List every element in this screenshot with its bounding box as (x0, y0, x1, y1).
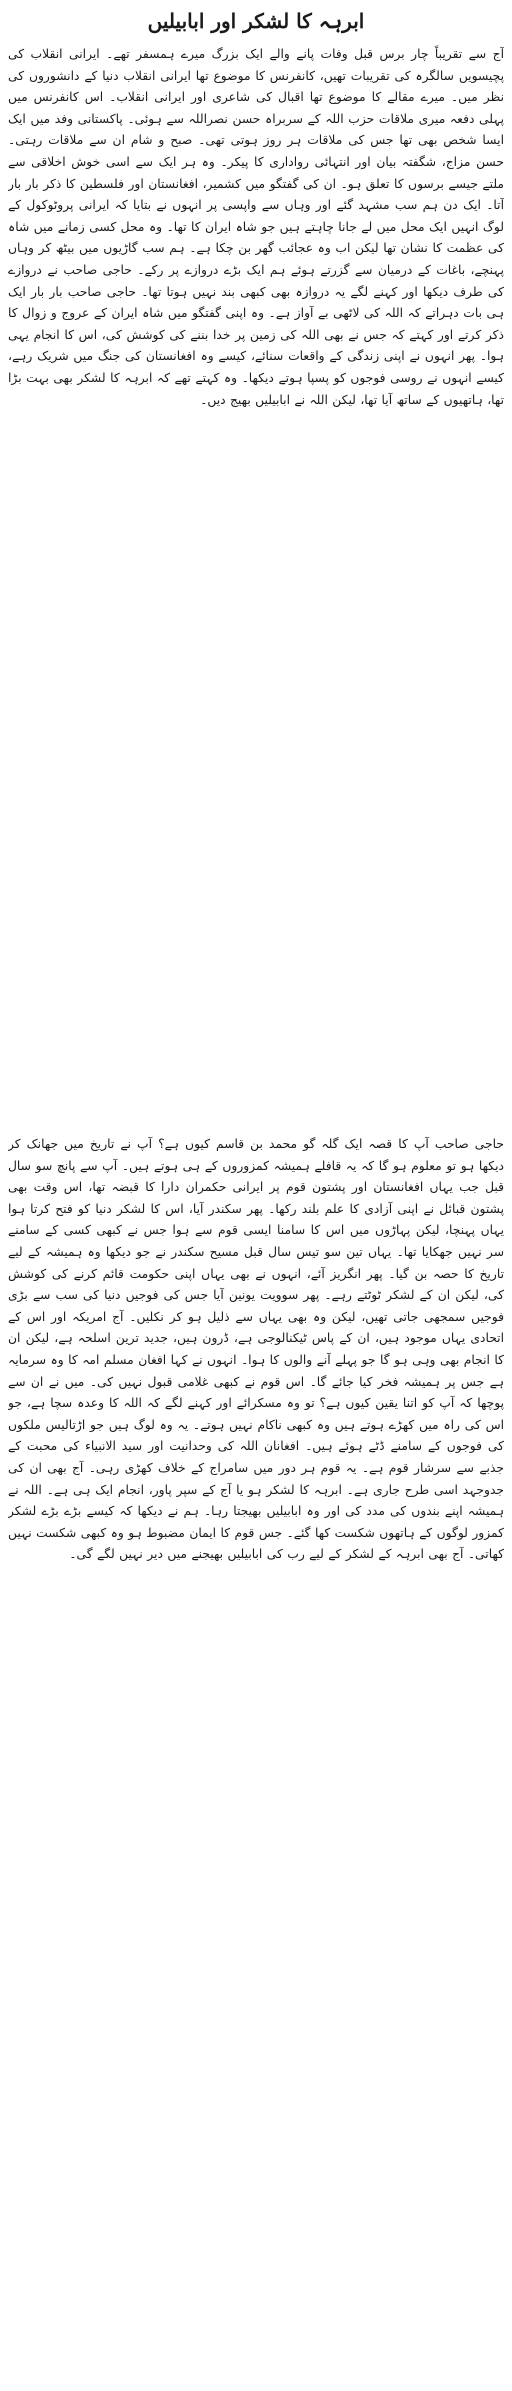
article-body (8, 44, 504, 2374)
article-paragraph: حاجی صاحب آپ کا قصہ ایک گلہ گو محمد بن قاسم کیوں ہے؟ آپ نے تاریخ میں جھانک کر دیکھا ہو تو معلوم ہو گا کہ یہ قافلے ہمیشہ کمزوروں کے ہی ہوتے ہیں۔ آپ سے پانچ سو سال قبل جب یہاں افغانستان اور پشتون قوم پر ایرانی حکمران دارا کا قبضہ تھا، اس وقت بھی پشتون قبائل نے اپنی آزادی کا علم بلند رکھا۔ پھر سکندر آیا، اس کا لشکر دنیا کو فتح کرتا ہوا یہاں پہنچا، لیکن پہاڑوں میں اس کا سامنا ایسی قوم سے ہوا جس نے کبھی کسی کے سامنے سر نہیں جھکایا تھا۔ یہاں تین سو تیس سال قبل مسیح سکندر نے جو دیکھا وہ ہمیشہ کے لیے تاریخ کا حصہ بن گیا۔ پھر انگریز آئے، انہوں نے بھی یہاں اپنی حکومت قائم کرنے کی کوشش کی، لیکن ان کے لشکر ٹوٹتے رہے۔ پھر سوویت یونین آیا جس کی فوجیں دنیا کی سب سے بڑی فوجیں سمجھی جاتی تھیں، لیکن وہ بھی یہاں سے ذلیل ہو کر نکلیں۔ آج امریکہ اور اس کے اتحادی یہاں موجود ہیں، ان کے پاس ٹیکنالوجی ہے، ڈرون ہیں، جدید ترین اسلحہ ہے، لیکن ان کا انجام بھی وہی ہو گا جو پہلے آنے والوں کا ہوا۔ انہوں نے کہا افغان مسلم امہ کا وہ سرمایہ ہے جس پر ہمیشہ فخر کیا جائے گا۔ اس قوم نے کبھی غلامی قبول نہیں کی۔ میں نے ان سے پوچھا کہ آپ کو اتنا یقین کیوں ہے؟ تو وہ مسکرائے اور کہنے لگے کہ اللہ کا وعدہ سچا ہے، جو اس کی راہ میں کھڑے ہوتے ہیں وہ کبھی ناکام نہیں ہوتے۔ یہ وہ لوگ ہیں جو اڑتالیس ملکوں کی فوجوں کے سامنے ڈٹے ہوئے ہیں۔ افغانان اللہ کی وحدانیت اور سید الانبیاء کی محبت کے جذبے سے سرشار قوم ہے۔ یہ قوم ہر دور میں سامراج کے خلاف کھڑی رہی۔ آج بھی ان کی جدوجہد اسی طرح جاری ہے۔ ابرہہ کا لشکر ہو یا آج کے سپر پاور، انجام ایک ہی ہے۔ اللہ نے ہمیشہ اپنے بندوں کی مدد کی اور وہ ابابیلیں بھیجتا رہا۔ ہم نے دیکھا کہ کیسے بڑے بڑے لشکر کمزور لوگوں کے ہاتھوں شکست کھا گئے۔ جس قوم کا ایمان مضبوط ہو وہ کبھی شکست نہیں کھاتی۔ آج بھی ابرہہ کے لشکر کے لیے رب کی ابابیلیں بھیجنے میں دیر نہیں لگے گی۔ (8, 1137, 504, 1562)
article-paragraph: آج سے تقریباً چار برس قبل وفات پانے والے ایک بزرگ میرے ہمسفر تھے۔ ایرانی انقلاب کی پچیسویں سالگرہ کی تقریبات تھیں، کانفرنس کا موضوع تھا ایرانی انقلاب دنیا کے دانشوروں کی نظر میں۔ میرے مقالے کا موضوع تھا اقبال کی شاعری اور ایرانی انقلاب۔ اس کانفرنس میں پہلی دفعہ میری ملاقات حزب اللہ کے سربراہ حسن نصراللہ سے ہوئی۔ پاکستانی وفد میں ایک ایسا شخص بھی تھا جس کی ملاقات ہر روز ہوتی تھی۔ صبح و شام ان سے ملاقات رہتی۔ حسن مزاج، شگفتہ بیان اور انتہائی رواداری کا پیکر۔ وہ ہر ایک سے اسی خوش اخلاقی سے ملتے جیسے برسوں کا تعلق ہو۔ ان کی گفتگو میں کشمیر، افغانستان اور فلسطین کا ذکر بار بار آتا۔ ایک دن ہم سب مشہد گئے اور وہاں سے واپسی پر انہوں نے بتایا کہ ایرانی پروٹوکول کے لوگ انہیں ایک محل میں لے جانا چاہتے ہیں جو شاہ ایران کا تھا۔ وہ محل کسی زمانے میں شاہ کی عظمت کا نشان تھا لیکن اب وہ عجائب گھر بن چکا ہے۔ ہم سب گاڑیوں میں بیٹھ کر وہاں پہنچے، باغات کے درمیان سے گزرتے ہوئے ہم ایک بڑے دروازے پر رکے۔ حاجی صاحب نے دروازے کی طرف دیکھا اور کہنے لگے یہ دروازہ بھی کبھی بند نہیں ہوتا تھا۔ حاجی صاحب بار بار ایک ہی بات دہراتے کہ اللہ کی لاٹھی بے آواز ہے۔ وہ اپنی گفتگو میں شاہ ایران کے عروج و زوال کا ذکر کرتے اور کہتے کہ جس نے بھی اللہ کی زمین پر خدا بننے کی کوشش کی، اس کا انجام یہی ہوا۔ پھر انہوں نے اپنی زندگی کے واقعات سنائے، کیسے وہ افغانستان کی جنگ میں شریک رہے، کیسے انہوں نے روسی فوجوں کو پسپا ہوتے دیکھا۔ وہ کہتے تھے کہ ابرہہ کا لشکر بھی بہت بڑا تھا، ہاتھیوں کے ساتھ آیا تھا، لیکن اللہ نے ابابیلیں بھیج دیں۔ (8, 47, 504, 407)
headline: ابرہہ کا لشکر اور ابابیلیں (147, 9, 365, 33)
